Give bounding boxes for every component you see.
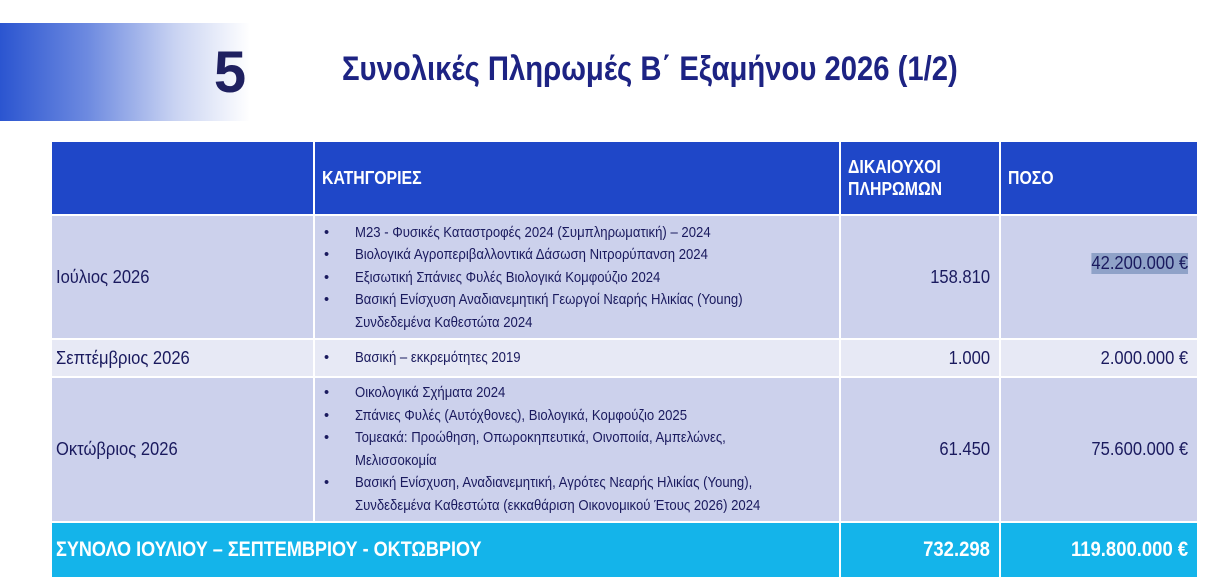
category-item: • Εξισωτική Σπάνιες Φυλές Βιολογικά Κομφούζιο 2024 bbox=[355, 267, 839, 290]
table-row bbox=[52, 215, 1198, 339]
category-item: • Σπάνιες Φυλές (Αυτόχθονες), Βιολογικά, Κομφούζιο 2025 bbox=[355, 405, 839, 428]
row-beneficiaries: 1.000 bbox=[840, 339, 1000, 377]
header-beneficiaries: ΔΙΚΑΙΟΥΧΟΙ ΠΛΗΡΩΜΩΝ bbox=[840, 142, 1000, 215]
table-row bbox=[52, 377, 1198, 522]
category-item-continuation: Συνδεδεμένα Καθεστώτα (εκκαθάριση Οικονομικού Έτους 2026) 2024 bbox=[355, 497, 761, 514]
header-month bbox=[52, 142, 314, 215]
category-item: • Μ23 - Φυσικές Καταστροφές 2024 (Συμπληρωματική) – 2024 bbox=[355, 222, 839, 245]
payments-table bbox=[52, 142, 1199, 579]
table-header-row bbox=[52, 142, 1198, 215]
total-amount: 119.800.000 € bbox=[1000, 522, 1198, 578]
header-amount: ΠΟΣΟ bbox=[1000, 142, 1198, 215]
category-item-continuation: Συνδεδεμένα Καθεστώτα 2024 bbox=[355, 314, 533, 331]
row-beneficiaries: 158.810 bbox=[840, 215, 1000, 339]
row-month: Οκτώβριος 2026 bbox=[52, 377, 314, 522]
category-item: • Βασική Ενίσχυση, Αναδιανεμητική, Αγρότες Νεαρής Ηλικίας (Young), bbox=[355, 472, 839, 495]
row-amount[interactable] bbox=[1000, 215, 1198, 339]
row-categories bbox=[314, 339, 840, 377]
category-item-continuation: Μελισσοκομία bbox=[355, 452, 437, 469]
total-label: ΣΥΝΟΛΟ ΙΟΥΛΙΟΥ – ΣΕΠΤΕΜΒΡΙΟΥ - ΟΚΤΩΒΡΙΟΥ bbox=[52, 522, 840, 578]
category-item: • Βιολογικά Αγροπεριβαλλοντικά Δάσωση Νιτρορύπανση 2024 bbox=[355, 244, 839, 267]
row-amount: 2.000.000 € bbox=[1000, 339, 1198, 377]
category-item: • Τομεακά: Προώθηση, Οπωροκηπευτικά, Οινοποιία, Αμπελώνες, bbox=[355, 427, 839, 450]
row-month: Ιούλιος 2026 bbox=[52, 215, 314, 339]
table-row bbox=[52, 339, 1198, 377]
selected-amount[interactable]: 42.200.000 € bbox=[1091, 253, 1188, 273]
total-beneficiaries: 732.298 bbox=[840, 522, 1000, 578]
row-categories bbox=[314, 377, 840, 522]
header-categories: ΚΑΤΗΓΟΡΙΕΣ bbox=[314, 142, 840, 215]
row-beneficiaries: 61.450 bbox=[840, 377, 1000, 522]
category-item: • Οικολογικά Σχήματα 2024 bbox=[355, 382, 839, 405]
total-row bbox=[52, 522, 1198, 578]
category-item: • Βασική – εκκρεμότητες 2019 bbox=[355, 347, 839, 370]
slide-title: Συνολικές Πληρωμές Β΄ Εξαμήνου 2026 (1/2) bbox=[342, 50, 958, 88]
slide-number: 5 bbox=[213, 40, 247, 105]
row-categories bbox=[314, 215, 840, 339]
row-amount: 75.600.000 € bbox=[1000, 377, 1198, 522]
row-month: Σεπτέμβριος 2026 bbox=[52, 339, 314, 377]
category-item: • Βασική Ενίσχυση Αναδιανεμητική Γεωργοί Νεαρής Ηλικίας (Young) bbox=[355, 289, 839, 312]
